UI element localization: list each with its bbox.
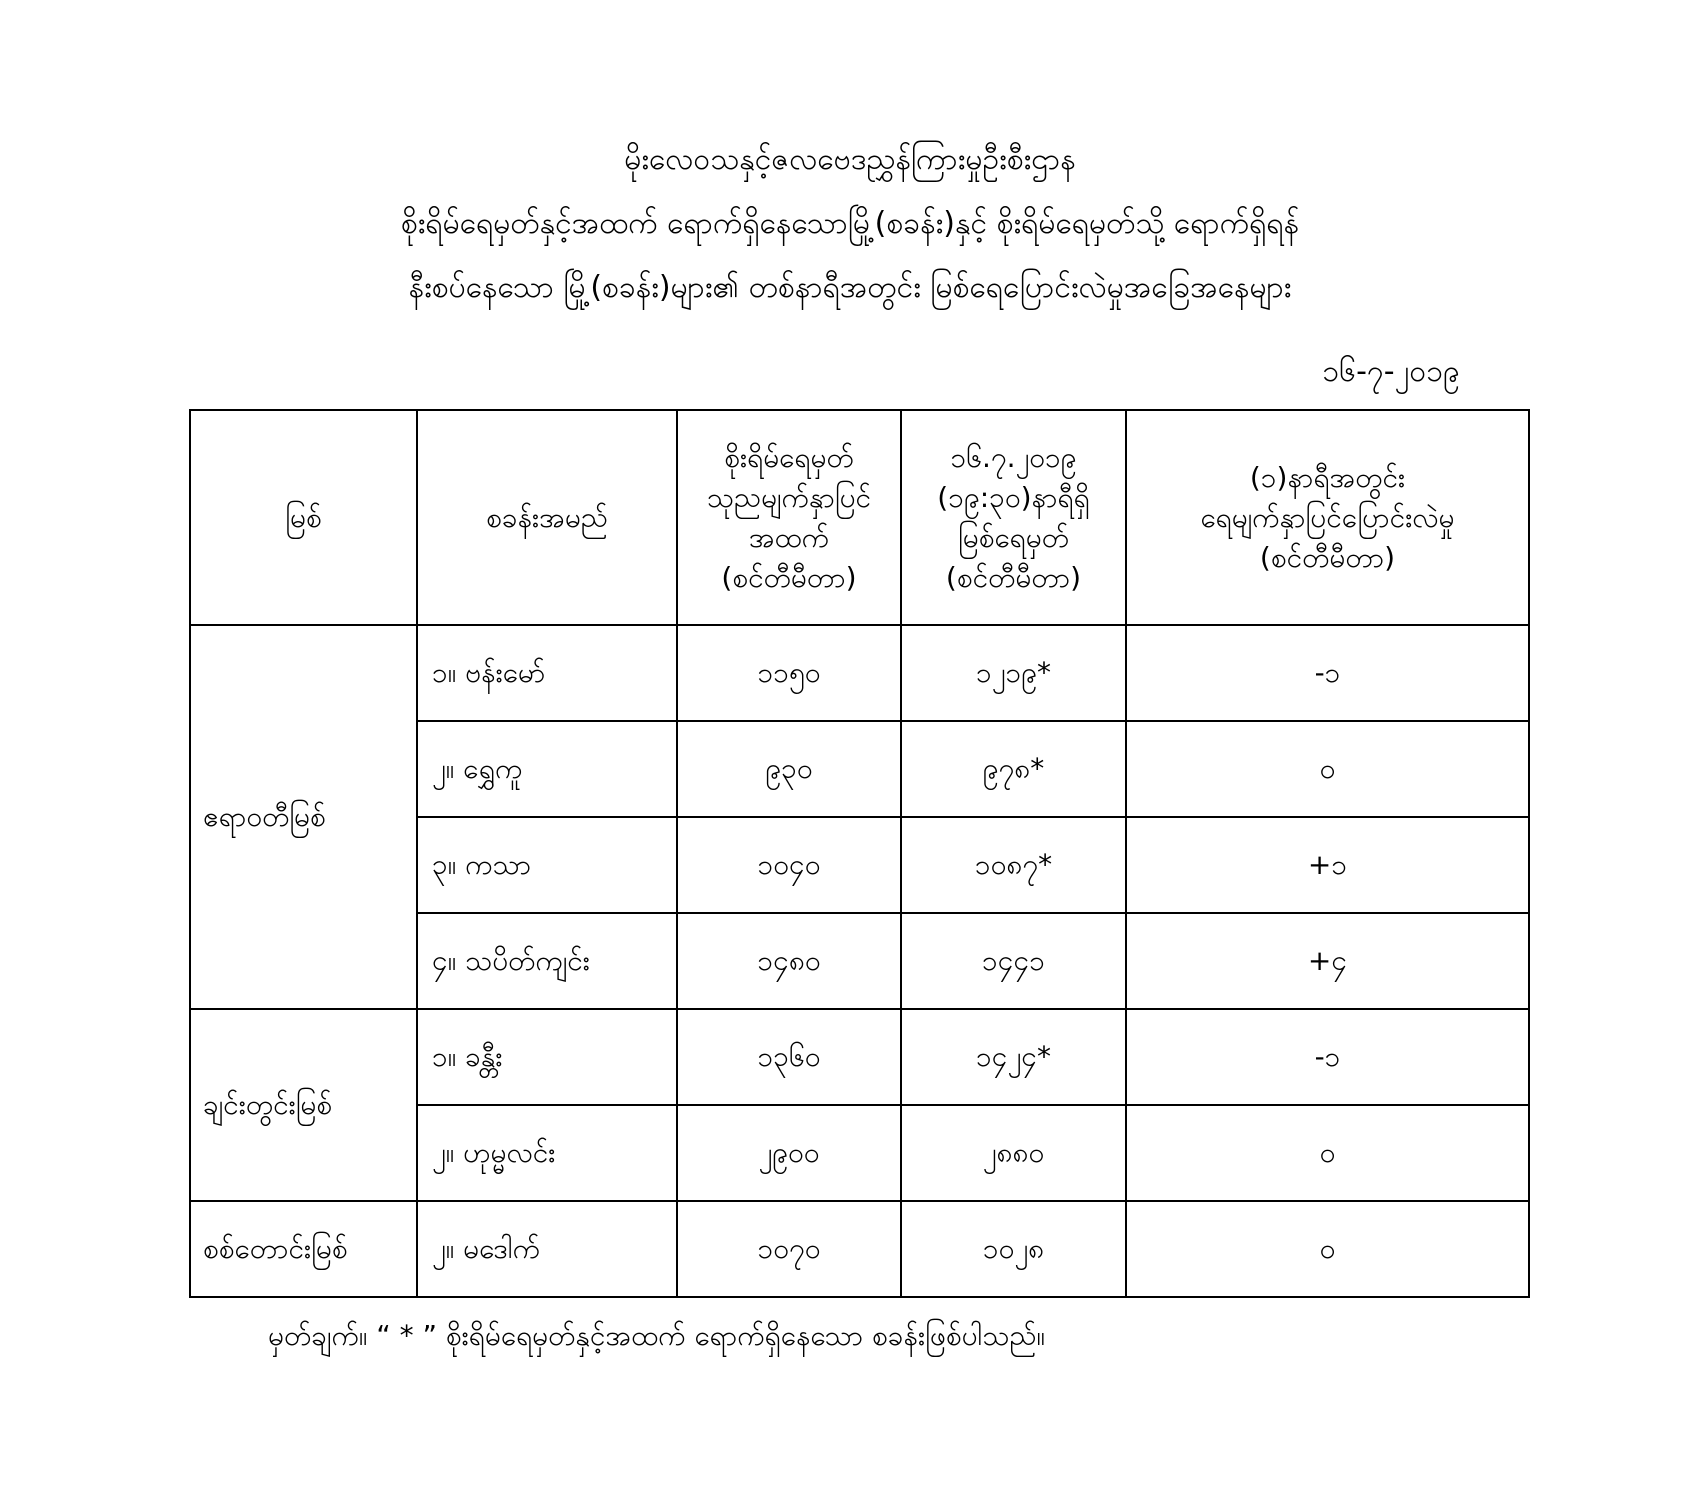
danger-level: ၁၃၆၀ [677, 1009, 901, 1105]
table-header-row [190, 410, 1529, 625]
table-row [190, 625, 1529, 721]
river-level-table [189, 409, 1530, 1298]
current-level: ၁၂၁၉* [901, 625, 1126, 721]
table-row [190, 1009, 1529, 1105]
header-danger-line: သုညမျက်နှာပြင် [706, 480, 872, 514]
current-level: ၁၀၂၈ [901, 1201, 1126, 1297]
level-change: -၁ [1126, 1009, 1529, 1105]
station-name: ၄။ သပိတ်ကျင်း [417, 913, 677, 1009]
header-danger-line: အထက် [748, 520, 830, 554]
level-change: ၀ [1126, 721, 1529, 817]
danger-level: ၁၀၇၀ [677, 1201, 901, 1297]
station-name: ၃။ ကသာ [417, 817, 677, 913]
header-danger-line: (စင်တီမီတာ) [721, 560, 857, 594]
header-change-line: ရေမျက်နှာပြင်ပြောင်းလဲမှု [1200, 500, 1455, 534]
level-change: +၄ [1126, 913, 1529, 1009]
title-line-3: နီးစပ်နေသော မြို့(စခန်း)များ၏ တစ်နာရီအတွင်း မြစ်ရေပြောင်းလဲမှုအခြေအနေများ [408, 270, 1292, 305]
header-river: မြစ် [190, 410, 417, 625]
header-change [1126, 410, 1529, 625]
title-line-2: စိုးရိမ်ရေမှတ်နှင့်အထက် ရောက်ရှိနေသောမြို့(စခန်း)နှင့် စိုးရိမ်ရေမှတ်သို့ ရောက်ရှိရန် [400, 206, 1300, 241]
current-level: ၁၄၂၄* [901, 1009, 1126, 1105]
header-change-line: (စင်တီမီတာ) [1259, 540, 1396, 574]
current-level: ၉၇၈* [901, 721, 1126, 817]
danger-level: ၂၉၀၀ [677, 1105, 901, 1201]
station-name: ၂။ မဒေါက် [417, 1201, 677, 1297]
danger-level: ၁၄၈၀ [677, 913, 901, 1009]
title-line-1: မိုးလေဝသနှင့်ဇလဗေဒညွှန်ကြားမှုဦးစီးဌာန [624, 142, 1076, 177]
header-change-line: (၁)နာရီအတွင်း [1249, 460, 1406, 494]
river-name: ချင်းတွင်းမြစ် [190, 1009, 417, 1201]
current-level: ၁၀၈၇* [901, 817, 1126, 913]
station-name: ၁။ ဗန်းမော် [417, 625, 677, 721]
header-current-level [901, 410, 1126, 625]
report-date: ၁၆-၇-၂၀၁၉ [1322, 354, 1460, 389]
danger-level: ၁၀၄၀ [677, 817, 901, 913]
header-station: စခန်းအမည် [417, 410, 677, 625]
footnote: မှတ်ချက်။ “ * ” စိုးရိမ်ရေမှတ်နှင့်အထက် ရောက်ရှိနေသော စခန်းဖြစ်ပါသည်။ [268, 1319, 1045, 1352]
river-name: ဧရာဝတီမြစ် [190, 625, 417, 1009]
document-title [0, 128, 1700, 320]
level-change: -၁ [1126, 625, 1529, 721]
danger-level: ၁၁၅၀ [677, 625, 901, 721]
station-name: ၁။ ခန္တီး [417, 1009, 677, 1105]
level-change: +၁ [1126, 817, 1529, 913]
station-name: ၂။ ရွှေကူ [417, 721, 677, 817]
danger-level: ၉၃၀ [677, 721, 901, 817]
level-change: ၀ [1126, 1201, 1529, 1297]
current-level: ၂၈၈၀ [901, 1105, 1126, 1201]
station-name: ၂။ ဟုမ္မလင်း [417, 1105, 677, 1201]
header-current-line: (စင်တီမီတာ) [945, 560, 1082, 594]
header-current-line: မြစ်ရေမှတ် [958, 520, 1069, 554]
header-current-line: ၁၆.၇.၂၀၁၉ [950, 440, 1077, 474]
level-change: ၀ [1126, 1105, 1529, 1201]
header-current-line: (၁၉:၃၀)နာရီရှိ [937, 480, 1090, 514]
current-level: ၁၄၄၁ [901, 913, 1126, 1009]
table-row [190, 1201, 1529, 1297]
header-danger-line: စိုးရိမ်ရေမှတ် [724, 440, 854, 474]
river-name: စစ်တောင်းမြစ် [190, 1201, 417, 1297]
header-danger-level [677, 410, 901, 625]
